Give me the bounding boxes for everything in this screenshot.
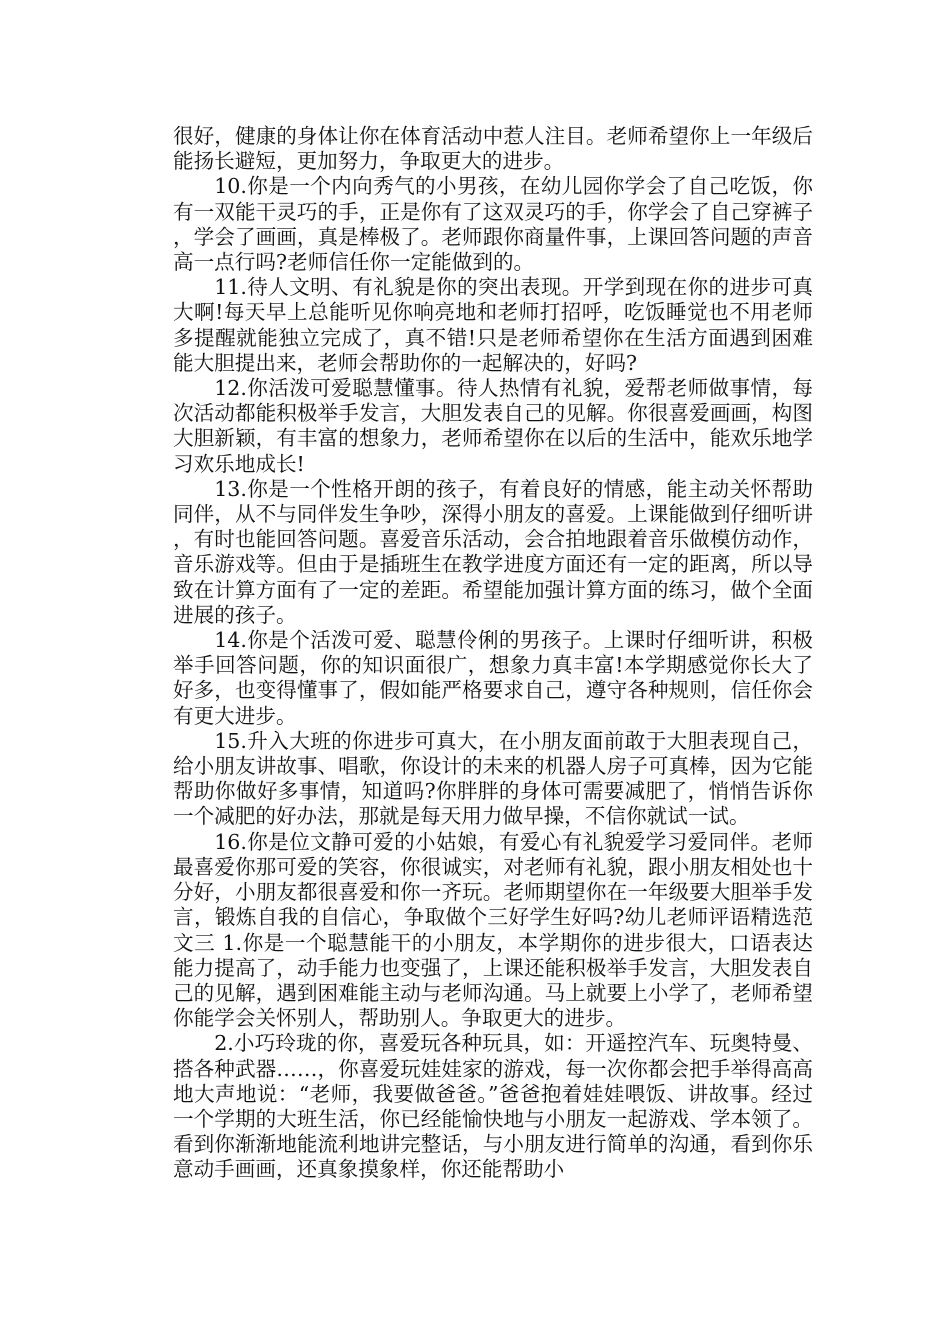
paragraph-2: 2.小巧玲珑的你，喜爱玩各种玩具，如：开遥控汽车、玩奥特曼、搭各种武器……，你喜爱玩娃娃家的游戏，每一次你都会把手举得高高地大声地说：“老师，我要做爸爸。”爸爸抱着娃娃喂饭、讲故事。经过一个学期的大班生活，你已经能愉快地与小朋友一起游戏、学本领了。看到你渐渐地能流利地讲完整话，与小朋友进行简单的沟通，看到你乐意动手画画，还真象摸象样，你还能帮助小 (173, 1031, 813, 1182)
paragraph-15: 15.升入大班的你进步可真大，在小朋友面前敢于大胆表现自己，给小朋友讲故事、唱歌，你设计的未来的机器人房子可真棒，因为它能帮助你做好多事情，知道吗?你胖胖的身体可需要减肥了，悄悄告诉你一个减肥的好办法，那就是每天用力做早操，不信你就试一试。 (173, 728, 813, 829)
paragraph-continuation: 很好，健康的身体让你在体育活动中惹人注目。老师希望你上一年级后能扬长避短，更加努力，争取更大的进步。 (173, 124, 813, 174)
document-body (173, 124, 813, 1183)
paragraph-12: 12.你活泼可爱聪慧懂事。待人热情有礼貌，爱帮老师做事情，每次活动都能积极举手发言，大胆发表自己的见解。你很喜爱画画，构图大胆新颖，有丰富的想象力，老师希望你在以后的生活中，能欢乐地学习欢乐地成长! (173, 376, 813, 476)
paragraph-11: 11.待人文明、有礼貌是你的突出表现。开学到现在你的进步可真大啊!每天早上总能听见你响亮地和老师打招呼，吃饭睡觉也不用老师多提醒就能独立完成了，真不错!只是老师希望你在生活方面遇到困难能大胆提出来，老师会帮助你的一起解决的，好吗? (173, 275, 813, 375)
paragraph-16: 16.你是位文静可爱的小姑娘，有爱心有礼貌爱学习爱同伴。老师最喜爱你那可爱的笑容，你很诚实，对老师有礼貌，跟小朋友相处也十分好，小朋友都很喜爱和你一齐玩。老师期望你在一年级要大胆举手发言，锻炼自我的自信心，争取做个三好学生好吗?幼儿老师评语精选范文三 1.你是一个聪慧能干的小朋友，本学期你的进步很大，口语表达能力提高了，动手能力也变强了，上课还能积极举手发言，大胆发表自己的见解，遇到困难能主动与老师沟通。马上就要上小学了，老师希望你能学会关怀别人，帮助别人。争取更大的进步。 (173, 829, 813, 1031)
paragraph-14: 14.你是个活泼可爱、聪慧伶俐的男孩子。上课时仔细听讲，积极举手回答问题，你的知识面很广，想象力真丰富!本学期感觉你长大了好多，也变得懂事了，假如能严格要求自己，遵守各种规则，信任你会有更大进步。 (173, 628, 813, 728)
paragraph-10: 10.你是一个内向秀气的小男孩，在幼儿园你学会了自己吃饭，你有一双能干灵巧的手，正是你有了这双灵巧的手，你学会了自己穿裤子，学会了画画，真是棒极了。老师跟你商量件事，上课回答问题的声音高一点行吗?老师信任你一定能做到的。 (173, 174, 813, 275)
paragraph-13: 13.你是一个性格开朗的孩子，有着良好的情感，能主动关怀帮助同伴，从不与同伴发生争吵，深得小朋友的喜爱。上课能做到仔细听讲，有时也能回答问题。喜爱音乐活动，会合拍地跟着音乐做模仿动作，音乐游戏等。但由于是插班生在教学进度方面还有一定的距离，所以导致在计算方面有了一定的差距。希望能加强计算方面的练习，做个全面进展的孩子。 (173, 476, 813, 627)
